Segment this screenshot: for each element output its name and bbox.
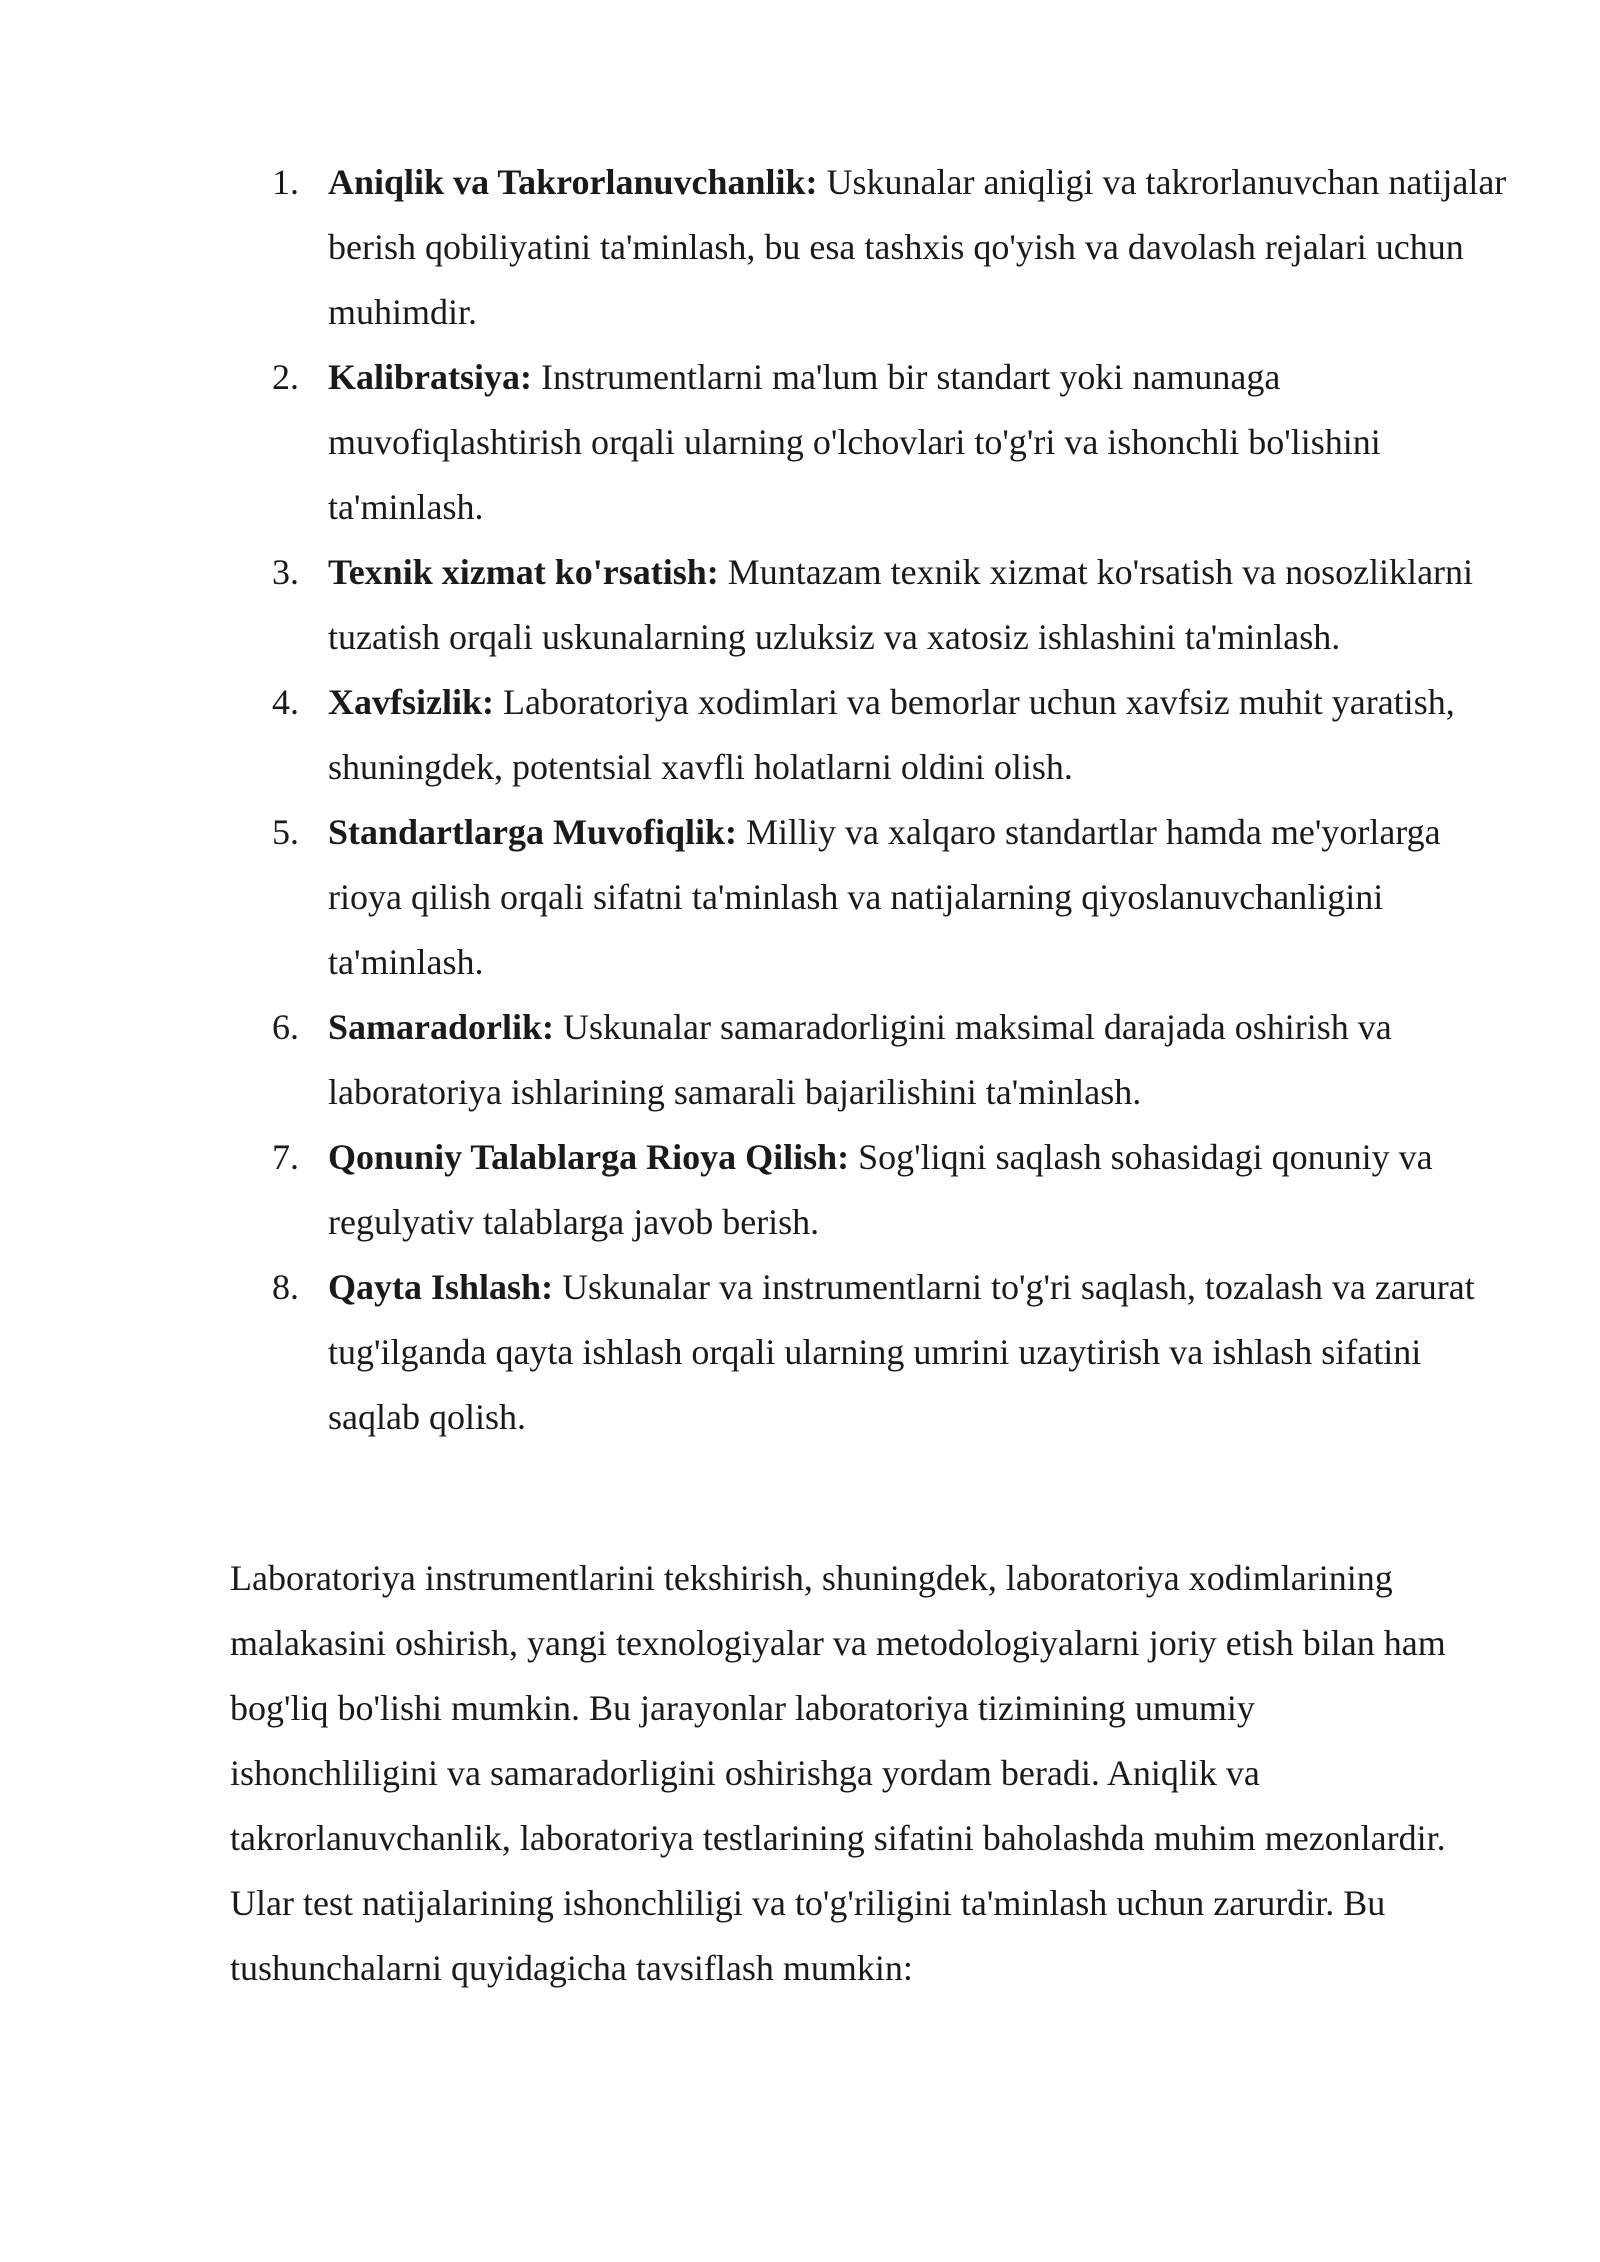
list-item-number: 2. xyxy=(272,357,299,397)
list-item-number: 5. xyxy=(272,812,299,852)
list-item-term: Qonuniy Talablarga Rioya Qilish: xyxy=(328,1137,850,1177)
list-item xyxy=(230,345,1520,540)
list-item-text: Uskunalar samaradorligini maksimal darajada oshirish va laboratoriya ishlarining samarali bajarilishini ta'minlash. xyxy=(328,1007,1392,1112)
list-item-term: Standartlarga Muvofiqlik: xyxy=(328,812,738,852)
list-item-number: 3. xyxy=(272,552,299,592)
list-item-text: Muntazam texnik xizmat ko'rsatish va nosozliklarni tuzatish orqali uskunalarning uzluksiz va xatosiz ishlashini ta'minlash. xyxy=(328,552,1474,657)
list-item-term: Samaradorlik: xyxy=(328,1007,555,1047)
list-item-text: Laboratoriya xodimlari va bemorlar uchun xavfsiz muhit yaratish, shuningdek, potentsial xavfli holatlarni oldini olish. xyxy=(328,682,1455,787)
numbered-list xyxy=(230,150,1520,1450)
list-item-term: Texnik xizmat ko'rsatish: xyxy=(328,552,719,592)
list-item-text: Uskunalar aniqligi va takrorlanuvchan natijalar berish qobiliyatini ta'minlash, bu esa tashxis qo'yish va davolash rejalari uchun muhimdir. xyxy=(328,162,1507,332)
list-item-number: 7. xyxy=(272,1137,299,1177)
list-item-number: 6. xyxy=(272,1007,299,1047)
list-item xyxy=(230,800,1520,995)
list-item-term: Qayta Ishlash: xyxy=(328,1267,554,1307)
list-item-number: 8. xyxy=(272,1267,299,1307)
list-item-term: Aniqlik va Takrorlanuvchanlik: xyxy=(328,162,818,202)
list-item-text: Milliy va xalqaro standartlar hamda me'yorlarga rioya qilish orqali sifatni ta'minlash va natijalarning qiyoslanuvchanligini ta'minlash. xyxy=(328,812,1441,982)
list-item-number: 1. xyxy=(272,162,299,202)
list-item xyxy=(230,670,1520,800)
list-item xyxy=(230,995,1520,1125)
list-item-text: Uskunalar va instrumentlarni to'g'ri saqlash, tozalash va zarurat tug'ilganda qayta ishlash orqali ularning umrini uzaytirish va ishlash sifatini saqlab qolish. xyxy=(328,1267,1475,1437)
list-item-term: Xavfsizlik: xyxy=(328,682,494,722)
list-item-number: 4. xyxy=(272,682,299,722)
list-item-term: Kalibratsiya: xyxy=(328,357,532,397)
list-item-text: Sog'liqni saqlash sohasidagi qonuniy va regulyativ talablarga javob berish. xyxy=(328,1137,1433,1242)
list-item xyxy=(230,1125,1520,1255)
list-item-text: Instrumentlarni ma'lum bir standart yoki namunaga muvofiqlashtirish orqali ularning o'lchovlari to'g'ri va ishonchli bo'lishini ta'minlash. xyxy=(328,357,1381,527)
list-item xyxy=(230,1255,1520,1450)
body-paragraph: Laboratoriya instrumentlarini tekshirish, shuningdek, laboratoriya xodimlarining malakasini oshirish, yangi texnologiyalar va metodologiyalarni joriy etish bilan ham bog'liq bo'lishi mumkin. Bu jarayonlar laboratoriya tizimining umumiy ishonchliligini va samaradorligini oshirishga yordam beradi. Aniqlik va takrorlanuvchanlik, laboratoriya testlarining sifatini baholashda muhim mezonlardir. Ular test natijalarining ishonchliligi va to'g'riligini ta'minlash uchun zarurdir. Bu tushunchalarni quyidagicha tavsiflash mumkin: xyxy=(230,1558,1446,1988)
list-item xyxy=(230,540,1520,670)
list-item xyxy=(230,150,1520,345)
